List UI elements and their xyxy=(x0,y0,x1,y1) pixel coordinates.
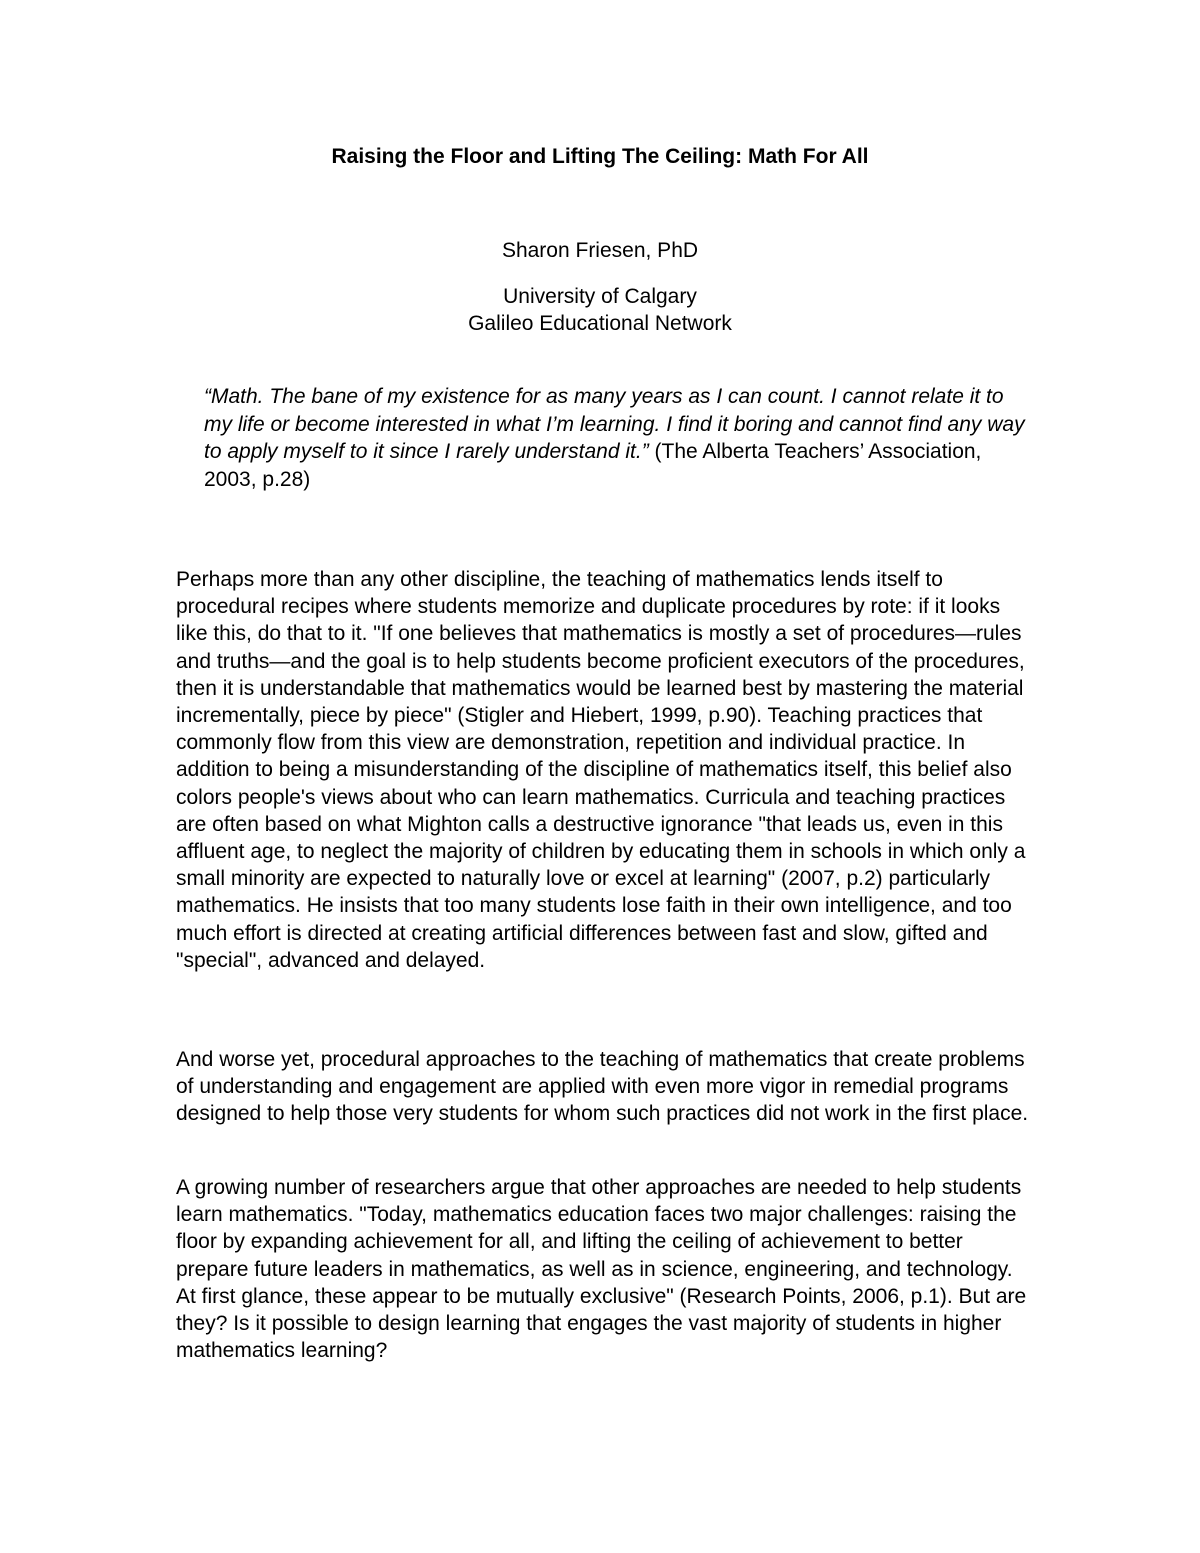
document-title: Raising the Floor and Lifting The Ceiling: Math For All xyxy=(331,145,869,168)
body-paragraph: And worse yet, procedural approaches to the teaching of mathematics that create problems of understanding and engagement are applied with even more vigor in remedial programs designed to help those very students for whom such practices did not work in the first place. xyxy=(176,1048,1029,1126)
affiliation-university: University of Calgary xyxy=(503,285,697,308)
epigraph-quote xyxy=(204,383,1034,493)
affiliation-network: Galileo Educational Network xyxy=(468,312,732,335)
author-name: Sharon Friesen, PhD xyxy=(501,239,699,262)
epigraph-text: “Math. The bane of my existence for as many years as I can count. I cannot relate it to my life or become interested in what I’m learning. I find it boring and cannot find any way to apply myself to it since I rarely understand it.” xyxy=(204,385,1025,463)
body-paragraph: Perhaps more than any other discipline, the teaching of mathematics lends itself to procedural recipes where students memorize and duplicate procedures by rote: if it looks like this, do that to it. "If one believes that mathematics is mostly a set of procedures—rules and truths—and the goal is to help students become proficient executors of the procedures, then it is understandable that mathematics would be learned best by mastering the material incrementally, piece by piece" (Stigler and Hiebert, 1999, p.90). Teaching practices that commonly flow from this view are demonstration, repetition and individual practice. In addition to being a misunderstanding of the discipline of mathematics itself, this belief also colors people's views about who can learn mathematics. Curricula and teaching practices are often based on what Mighton calls a destructive ignorance "that leads us, even in this affluent age, to neglect the majority of children by educating them in schools in which only a small minority are expected to naturally love or excel at learning" (2007, p.2) particularly mathematics. He insists that too many students lose faith in their own intelligence, and too much effort is directed at creating artificial differences between fast and slow, gifted and "special", advanced and delayed. xyxy=(176,568,1026,972)
epigraph-citation: (The Alberta Teachers’ Association, 2003, p.28) xyxy=(204,440,982,491)
body-paragraph: A growing number of researchers argue that other approaches are needed to help students learn mathematics. "Today, mathematics education faces two major challenges: raising the floor by expanding achievement for all, and lifting the ceiling of achievement to better prepare future leaders in mathematics, as well as in science, engineering, and technology. At first glance, these appear to be mutually exclusive" (Research Points, 2006, p.1). But are they? Is it possible to design learning that engages the vast majority of students in higher mathematics learning? xyxy=(176,1176,1027,1363)
affiliations xyxy=(0,283,1200,337)
